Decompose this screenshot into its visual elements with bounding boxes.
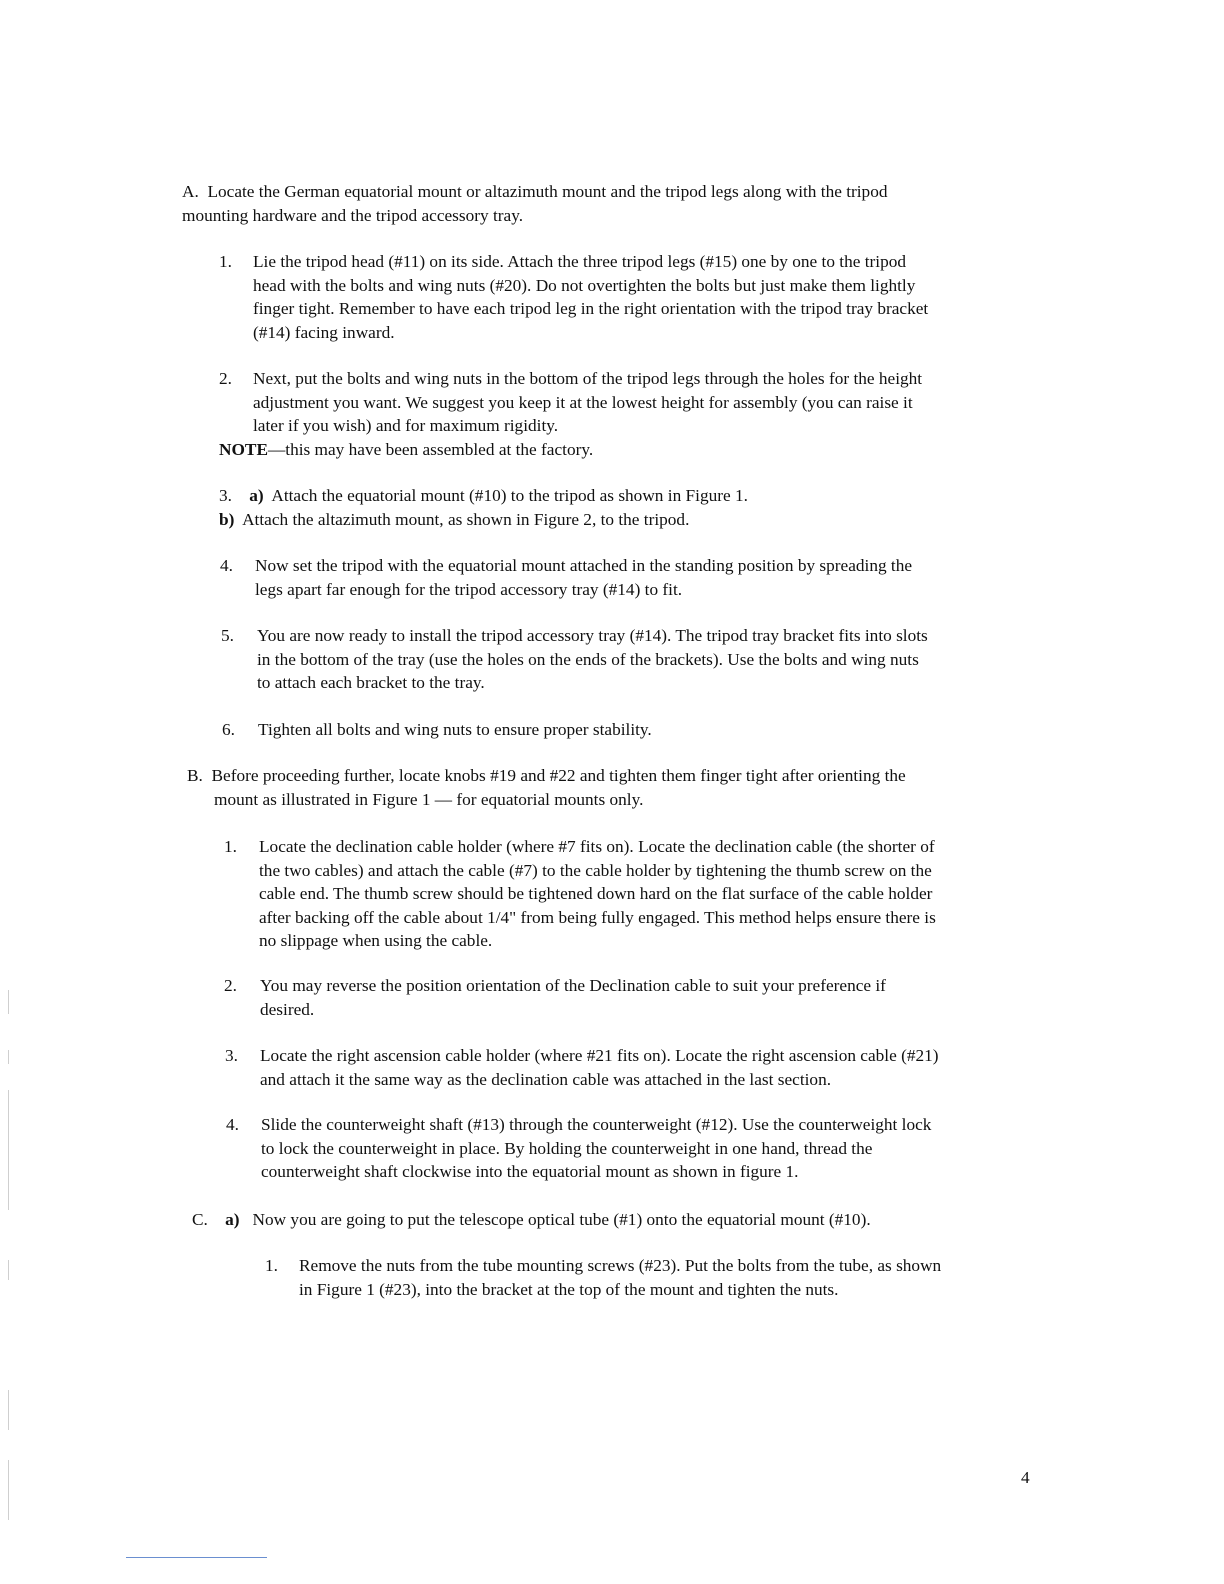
text-line: finger tight. Remember to have each tripod leg in the right orientation with the tripod tray bracket xyxy=(253,299,929,318)
text-line: Locate the declination cable holder (where #7 fits on). Locate the declination cable (the shorter of xyxy=(259,837,935,856)
text-line: Next, put the bolts and wing nuts in the bottom of the tripod legs through the holes for the height xyxy=(253,369,923,388)
text-line: to lock the counterweight in place. By holding the counterweight in one hand, thread the xyxy=(261,1138,873,1158)
text-line: no slippage when using the cable. xyxy=(259,931,493,950)
step-a5-text xyxy=(257,624,928,695)
text-line: You may reverse the position orientation of the Declination cable to suit your preference if xyxy=(260,976,886,995)
assembly-note xyxy=(219,438,593,462)
step-b3-text xyxy=(260,1044,939,1091)
step-number: 1. xyxy=(265,1256,278,1275)
text-line: to attach each bracket to the tray. xyxy=(257,673,485,692)
text-line: later if you wish) and for maximum rigidity. xyxy=(253,416,559,435)
section-a-intro-cont: mounting hardware and the tripod accessory tray. xyxy=(182,206,524,225)
step-number: 1. xyxy=(219,252,232,271)
section-c-intro xyxy=(192,1208,871,1232)
note-text: —this may have been assembled at the factory. xyxy=(267,440,594,459)
section-c-label: C. xyxy=(192,1210,208,1229)
section-b-intro-cont: mount as illustrated in Figure 1 — for equatorial mounts only. xyxy=(214,790,644,809)
step-number: 4. xyxy=(226,1115,239,1134)
step-a3b-text: Attach the altazimuth mount, as shown in Figure 2, to the tripod. xyxy=(242,510,690,529)
text-line: counterweight shaft clockwise into the equatorial mount as shown in figure 1. xyxy=(261,1162,799,1181)
text-line: You are now ready to install the tripod accessory tray (#14). The tripod tray bracket fits into slots xyxy=(257,626,928,645)
step-a4-text xyxy=(255,554,912,601)
text-line: head with the bolts and wing nuts (#20). Do not overtighten the bolts but just make them lightly xyxy=(253,275,916,295)
text-line: cable end. The thumb screw should be tightened down hard on the flat surface of the cable holder xyxy=(259,884,933,903)
text-line: Remove the nuts from the tube mounting screws (#23). Put the bolts from the tube, as shown xyxy=(299,1256,942,1275)
section-a-intro xyxy=(182,180,887,204)
section-a-label: A. xyxy=(182,182,199,201)
step-a2-text xyxy=(253,367,922,438)
section-c-text: Now you are going to put the telescope optical tube (#1) onto the equatorial mount (#10). xyxy=(252,1210,871,1229)
step-number: 2. xyxy=(219,369,232,388)
step-a3b-label: b) xyxy=(219,510,235,529)
text-line: Lie the tripod head (#11) on its side. Attach the three tripod legs (#15) one by one to the tripod xyxy=(253,252,907,271)
step-number: 2. xyxy=(224,976,237,995)
step-a3a-label: a) xyxy=(249,486,264,505)
step-c1-text xyxy=(299,1254,941,1301)
step-a1-text xyxy=(253,250,928,344)
text-line: Locate the right ascension cable holder (where #21 fits on). Locate the right ascension cable (#21) xyxy=(260,1046,939,1065)
step-a3b xyxy=(219,508,689,532)
footnote-rule xyxy=(126,1557,267,1558)
text-line: and attach it the same way as the declination cable was attached in the last section. xyxy=(260,1069,832,1089)
text-line: in Figure 1 (#23), into the bracket at the top of the mount and tighten the nuts. xyxy=(299,1279,839,1299)
text-line: (#14) facing inward. xyxy=(253,322,395,342)
step-number: 6. xyxy=(222,720,235,739)
text-line: in the bottom of the tray (use the holes on the ends of the brackets). Use the bolts and wing nuts xyxy=(257,649,919,669)
section-c-sub-label: a) xyxy=(225,1210,240,1229)
text-line: Slide the counterweight shaft (#13) through the counterweight (#12). Use the counterweight lock xyxy=(261,1115,932,1134)
step-b4-text xyxy=(261,1113,931,1184)
text-line: desired. xyxy=(260,999,315,1019)
step-number: 4. xyxy=(220,556,233,575)
step-a3a-text: Attach the equatorial mount (#10) to the tripod as shown in Figure 1. xyxy=(271,486,748,505)
step-number: 3. xyxy=(219,486,232,505)
section-b-label: B. xyxy=(187,766,203,785)
step-number: 1. xyxy=(224,837,237,856)
scan-artifact xyxy=(8,1050,9,1064)
scan-artifact xyxy=(8,1460,9,1520)
text-line: the two cables) and attach the cable (#7) to the cable holder by tightening the thumb screw on the xyxy=(259,860,932,880)
page-number: 4 xyxy=(1021,1468,1030,1487)
scan-artifact xyxy=(8,990,9,1014)
step-a3a xyxy=(219,484,748,508)
text-line: after backing off the cable about 1/4" from being fully engaged. This method helps ensure there is xyxy=(259,907,936,927)
note-label: NOTE xyxy=(219,440,268,459)
section-a-text: Locate the German equatorial mount or altazimuth mount and the tripod legs along with the tripod xyxy=(207,182,888,201)
section-b-text: Before proceeding further, locate knobs #19 and #22 and tighten them finger tight after orienting the xyxy=(211,766,906,785)
text-line: legs apart far enough for the tripod accessory tray (#14) to fit. xyxy=(255,579,683,599)
text-line: Tighten all bolts and wing nuts to ensure proper stability. xyxy=(258,720,652,739)
text-line: Now set the tripod with the equatorial mount attached in the standing position by spreading the xyxy=(255,556,913,575)
scan-artifact xyxy=(8,1390,9,1430)
step-number: 3. xyxy=(225,1046,238,1065)
section-b-intro xyxy=(187,764,906,788)
step-b1-text xyxy=(259,835,936,953)
text-line: adjustment you want. We suggest you keep it at the lowest height for assembly (you can raise it xyxy=(253,392,913,412)
scan-artifact xyxy=(8,1260,9,1280)
step-b2-text xyxy=(260,974,886,1021)
scan-artifact xyxy=(8,1090,9,1210)
step-a6-text xyxy=(258,718,652,742)
step-number: 5. xyxy=(221,626,234,645)
